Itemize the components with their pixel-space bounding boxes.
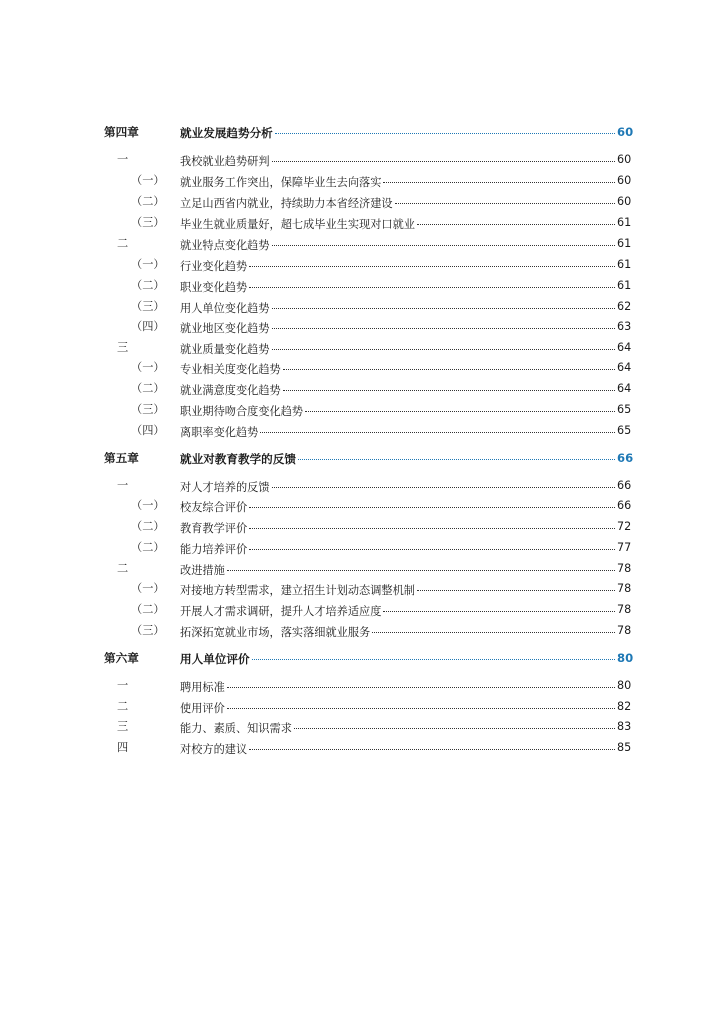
dot-leader	[417, 212, 615, 225]
toc-entry-page: 65	[617, 403, 632, 416]
toc-entry[interactable]	[0, 194, 724, 210]
toc-entry-page: 83	[617, 720, 632, 733]
dot-leader	[272, 475, 615, 488]
toc-entry-number: （一）	[131, 258, 165, 271]
toc-entry-title: 用人单位评价	[180, 652, 250, 666]
toc-entry[interactable]	[0, 540, 724, 556]
toc-entry-page: 78	[617, 624, 632, 637]
toc-entry-title: 对校方的建议	[180, 743, 248, 756]
toc-entry[interactable]	[0, 278, 724, 294]
toc-entry-number: 二	[117, 700, 129, 713]
toc-entry-title: 就业满意度变化趋势	[180, 384, 281, 397]
toc-entry[interactable]	[0, 340, 724, 356]
toc-entry[interactable]	[0, 623, 724, 639]
toc-entry-title: 对人才培养的反馈	[180, 481, 270, 494]
dot-leader	[283, 378, 615, 391]
toc-entry-page: 64	[617, 361, 632, 374]
dot-leader	[383, 170, 615, 183]
toc-entry-number: （三）	[131, 403, 165, 416]
toc-entry-number: 第五章	[104, 451, 139, 465]
toc-entry-title: 聘用标准	[180, 681, 225, 694]
toc-entry-page: 78	[617, 562, 632, 575]
toc-entry-number: 第四章	[104, 125, 139, 139]
toc-entry-page: 80	[617, 651, 634, 665]
toc-entry-title: 就业发展趋势分析	[180, 126, 273, 140]
toc-entry[interactable]	[0, 740, 724, 756]
toc-entry[interactable]	[0, 236, 724, 252]
dot-leader	[227, 558, 615, 571]
toc-entry-title: 就业服务工作突出，保障毕业生去向落实	[180, 176, 382, 189]
dot-leader	[227, 696, 615, 709]
toc-entry-page: 64	[617, 341, 632, 354]
toc-entry-number: （一）	[131, 361, 165, 374]
toc-entry[interactable]	[0, 423, 724, 439]
toc-entry-page: 77	[617, 541, 632, 554]
toc-entry[interactable]	[0, 519, 724, 535]
dot-leader	[249, 516, 615, 529]
toc-entry-chapter-5[interactable]	[0, 450, 724, 466]
toc-entry-title: 职业变化趋势	[180, 281, 248, 294]
dot-leader	[272, 296, 615, 309]
toc-entry-page: 66	[617, 451, 634, 465]
toc-entry-title: 校友综合评价	[180, 501, 248, 514]
toc-entry-page: 64	[617, 382, 632, 395]
toc-entry-page: 66	[617, 479, 632, 492]
toc-entry-page: 82	[617, 700, 632, 713]
toc-entry-number: 四	[117, 741, 129, 754]
toc-entry[interactable]	[0, 719, 724, 735]
toc-entry-title: 立足山西省内就业，持续助力本省经济建设	[180, 197, 393, 210]
toc-entry-title: 毕业生就业质量好，超七成毕业生实现对口就业	[180, 218, 415, 231]
dot-leader	[283, 357, 615, 370]
toc-entry-number: （四）	[131, 424, 165, 437]
toc-entry-title: 专业相关度变化趋势	[180, 363, 281, 376]
toc-entry-title: 就业对教育教学的反馈	[180, 452, 296, 466]
toc-entry-title: 能力、素质、知识需求	[180, 722, 292, 735]
dot-leader	[272, 316, 615, 329]
dot-leader	[275, 121, 615, 134]
dot-leader	[249, 737, 615, 750]
toc-entry-number: （二）	[131, 382, 165, 395]
toc-entry-title: 就业质量变化趋势	[180, 343, 270, 356]
toc-entry[interactable]	[0, 581, 724, 597]
dot-leader	[249, 495, 615, 508]
toc-entry-title: 拓深拓宽就业市场，落实落细就业服务	[180, 626, 371, 639]
toc-entry[interactable]	[0, 215, 724, 231]
toc-entry-number: （一）	[131, 582, 165, 595]
toc-entry[interactable]	[0, 478, 724, 494]
toc-entry-page: 61	[617, 216, 632, 229]
toc-entry-number: （三）	[131, 216, 165, 229]
toc-entry-title: 就业特点变化趋势	[180, 239, 270, 252]
dot-leader	[272, 337, 615, 350]
toc-entry-chapter-4[interactable]	[0, 124, 724, 140]
toc-entry[interactable]	[0, 498, 724, 514]
dot-leader	[227, 675, 615, 688]
toc-entry-page: 61	[617, 279, 632, 292]
toc-entry-title: 改进措施	[180, 564, 225, 577]
toc-entry-number: （一）	[131, 174, 165, 187]
toc-entry-page: 62	[617, 300, 632, 313]
toc-entry-number: 二	[117, 237, 129, 250]
dot-leader	[272, 149, 615, 162]
dot-leader	[249, 537, 615, 550]
toc-entry-title: 使用评价	[180, 702, 225, 715]
dot-leader	[252, 647, 615, 660]
toc-entry-page: 78	[617, 603, 632, 616]
toc-entry-number: （二）	[131, 541, 165, 554]
toc-entry[interactable]	[0, 360, 724, 376]
dot-leader	[298, 447, 615, 460]
toc-entry[interactable]	[0, 602, 724, 618]
toc-entry-number: （三）	[131, 624, 165, 637]
toc-entry-page: 61	[617, 237, 632, 250]
toc-entry[interactable]	[0, 381, 724, 397]
toc-entry-title: 离职率变化趋势	[180, 426, 259, 439]
toc-entry-page: 85	[617, 741, 632, 754]
toc-entry-number: （二）	[131, 279, 165, 292]
dot-leader	[305, 399, 615, 412]
toc-entry-page: 72	[617, 520, 632, 533]
toc-entry-title: 对接地方转型需求，建立招生计划动态调整机制	[180, 584, 415, 597]
toc-entry-title: 行业变化趋势	[180, 260, 248, 273]
toc-entry-number: （三）	[131, 300, 165, 313]
dot-leader	[395, 191, 615, 204]
toc-entry[interactable]	[0, 152, 724, 168]
toc-entry-title: 用人单位变化趋势	[180, 302, 270, 315]
toc-entry[interactable]	[0, 699, 724, 715]
dot-leader	[294, 716, 615, 729]
toc-entry-page: 60	[617, 153, 632, 166]
dot-leader	[249, 254, 615, 267]
toc-entry-number: （二）	[131, 603, 165, 616]
toc-entry-title: 开展人才需求调研，提升人才培养适应度	[180, 605, 382, 618]
toc-entry-number: 一	[117, 153, 129, 166]
toc-entry-number: （二）	[131, 195, 165, 208]
toc-entry[interactable]	[0, 402, 724, 418]
toc-entry-number: （一）	[131, 499, 165, 512]
toc-entry-number: 第六章	[104, 651, 139, 665]
toc-entry-title: 教育教学评价	[180, 522, 248, 535]
toc-entry-number: 一	[117, 679, 129, 692]
toc-entry[interactable]	[0, 678, 724, 694]
toc-entry-title: 就业地区变化趋势	[180, 322, 270, 335]
toc-entry[interactable]	[0, 173, 724, 189]
toc-entry-page: 60	[617, 125, 634, 139]
toc-entry-number: 三	[117, 720, 129, 733]
dot-leader	[417, 578, 615, 591]
toc-entry-page: 60	[617, 174, 632, 187]
toc-entry-number: 二	[117, 562, 129, 575]
toc-entry-page: 61	[617, 258, 632, 271]
toc-entry-page: 78	[617, 582, 632, 595]
toc-entry[interactable]	[0, 257, 724, 273]
dot-leader	[372, 620, 615, 633]
toc-entry-page: 65	[617, 424, 632, 437]
dot-leader	[272, 233, 615, 246]
toc-entry-page: 60	[617, 195, 632, 208]
dot-leader	[383, 599, 615, 612]
toc-entry-title: 能力培养评价	[180, 543, 248, 556]
toc-entry-page: 80	[617, 679, 632, 692]
toc-entry-title: 职业期待吻合度变化趋势	[180, 405, 304, 418]
toc-entry[interactable]	[0, 299, 724, 315]
toc-entry-number: 一	[117, 479, 129, 492]
toc-entry[interactable]	[0, 319, 724, 335]
toc-entry-page: 66	[617, 499, 632, 512]
dot-leader	[249, 275, 615, 288]
toc-entry-number: 三	[117, 341, 129, 354]
toc-entry-page: 63	[617, 320, 632, 333]
toc-entry[interactable]	[0, 561, 724, 577]
toc-entry-number: （二）	[131, 520, 165, 533]
dot-leader	[260, 420, 615, 433]
toc-entry-chapter-6[interactable]	[0, 650, 724, 666]
toc-entry-title: 我校就业趋势研判	[180, 155, 270, 168]
toc-entry-number: （四）	[131, 320, 165, 333]
